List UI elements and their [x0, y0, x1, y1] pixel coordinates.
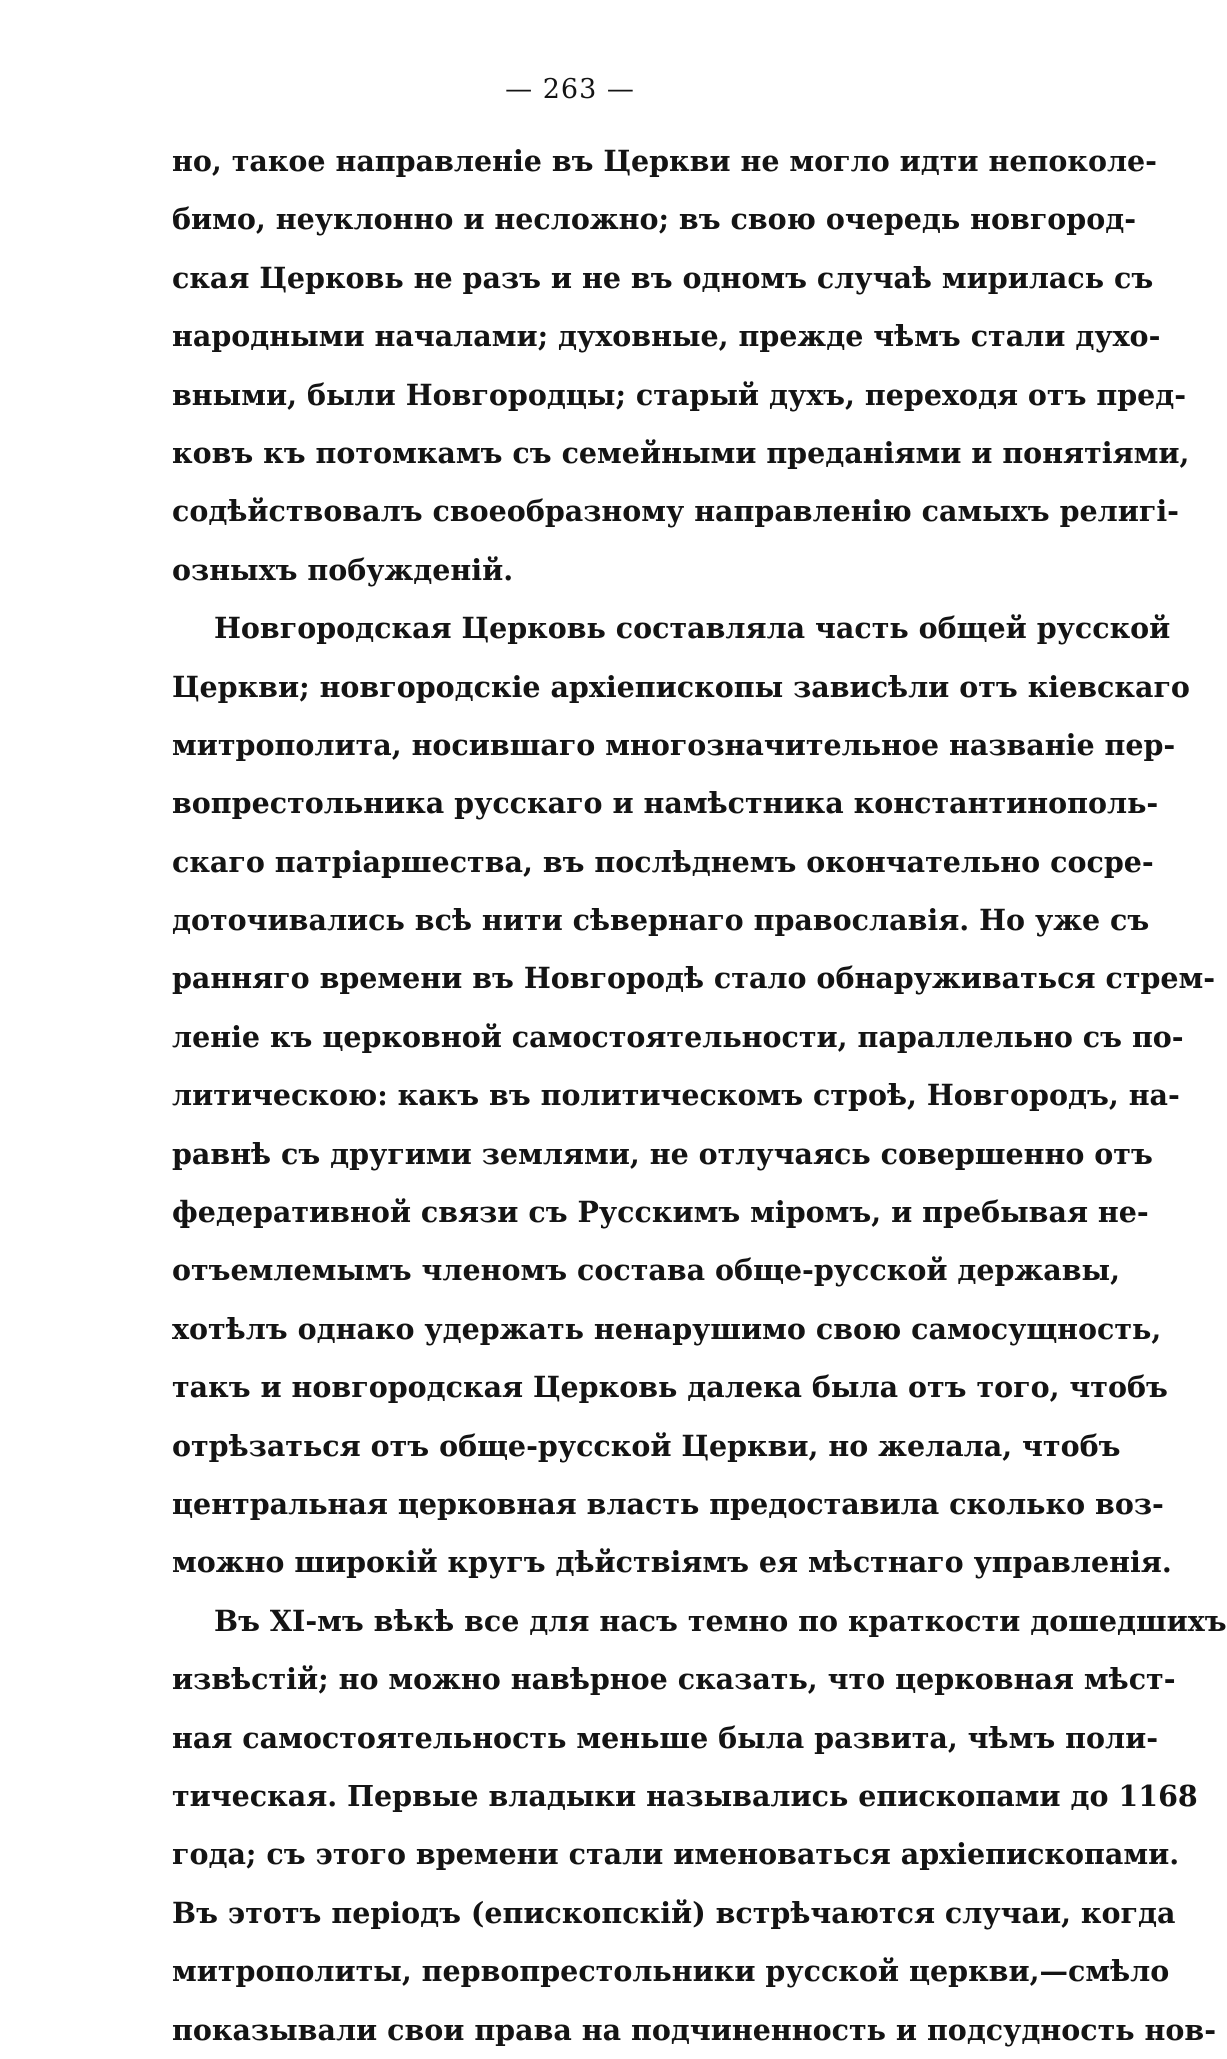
text-line: ская Церковь не разъ и не въ одномъ случаѣ мирилась съ	[172, 260, 1154, 295]
text-line: вопрестольника русскаго и намѣстника константинополь-	[172, 786, 1159, 821]
text-line: леніе къ церковной самостоятельности, параллельно съ по-	[172, 1019, 1184, 1054]
text-line: извѣстій; но можно навѣрное сказать, что церковная мѣст-	[172, 1662, 1176, 1697]
text-line: Въ этотъ періодъ (епископскій) встрѣчаются случаи, когда	[172, 1895, 1176, 1930]
text-line: озныхъ побужденій.	[172, 552, 514, 587]
text-line: вными, были Новгородцы; старый духъ, переходя отъ пред-	[172, 377, 1187, 412]
text-line: ная самостоятельность меньше была развита, чѣмъ поли-	[172, 1720, 1159, 1755]
text-line: тическая. Первые владыки назывались епископами до 1168	[172, 1778, 1198, 1813]
text-line: скаго патріаршества, въ послѣднемъ окончательно сосре-	[172, 844, 1154, 879]
text-line: митрополиты, первопрестольники русской церкви,—смѣло	[172, 1954, 1170, 1989]
text-line: ковъ къ потомкамъ съ семейными преданіями и понятіями,	[172, 435, 1190, 470]
text-line: отрѣзаться отъ обще-русской Церкви, но желала, чтобъ	[172, 1428, 1121, 1463]
text-line: бимо, неуклонно и несложно; въ свою очередь новгород-	[172, 202, 1137, 237]
text-line: содѣйствовалъ своеобразному направленію самыхъ религі-	[172, 494, 1179, 529]
text-line: ранняго времени въ Новгородѣ стало обнаруживаться стрем-	[172, 961, 1216, 996]
text-line: центральная церковная власть предоставила сколько воз-	[172, 1486, 1164, 1521]
body-text	[172, 132, 1227, 2059]
text-line: года; съ этого времени стали именоваться архіепископами.	[172, 1837, 1180, 1872]
text-line: можно широкій кругъ дѣйствіямъ ея мѣстнаго управленія.	[172, 1545, 1172, 1580]
text-line: федеративной связи съ Русскимъ міромъ, и пребывая не-	[172, 1195, 1149, 1230]
text-line: но, такое направленіе въ Церкви не могло идти непоколе-	[172, 144, 1158, 178]
text-line: показывали свои права на подчиненность и подсудность нов-	[172, 2012, 1217, 2047]
text-line: Новгородская Церковь составляла часть общей русской	[214, 611, 1171, 646]
text-line: митрополита, носившаго многозначительное названіе пер-	[172, 727, 1176, 762]
text-line: хотѣлъ однако удержать ненарушимо свою самосущность,	[172, 1311, 1162, 1346]
text-line: народными началами; духовные, прежде чѣмъ стали духо-	[172, 319, 1161, 354]
text-line: литическою: какъ въ политическомъ строѣ, Новгородъ, на-	[172, 1078, 1180, 1113]
text-line: отъемлемымъ членомъ состава обще-русской державы,	[172, 1253, 1120, 1288]
text-line: доточивались всѣ нити сѣвернаго православія. Но уже съ	[172, 903, 1150, 938]
text-line: Церкви; новгородскіе архіепископы зависѣли отъ кіевскаго	[172, 669, 1190, 704]
text-line: равнѣ съ другими землями, не отлучаясь совершенно отъ	[172, 1136, 1153, 1171]
page-number: — 263 —	[505, 74, 635, 105]
text-line: Въ XI-мъ вѣкѣ все для насъ темно по краткости дошедшихъ	[214, 1603, 1227, 1638]
text-line: такъ и новгородская Церковь далека была отъ того, чтобъ	[172, 1370, 1168, 1405]
